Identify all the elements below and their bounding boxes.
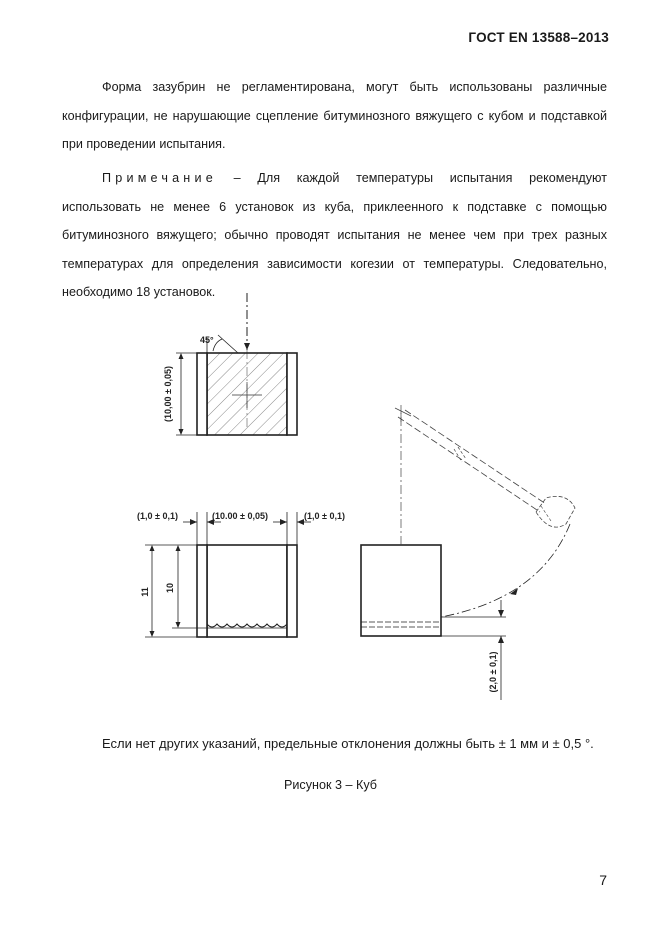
note-text: – Для каждой температуры испытания рекомендуют использовать не менее 6 установок из куба, приклеенного к подставке с помощью битуминозного вяжущего; обычно проводят испытания не менее чем при трех разных температурах для определения зависимости когезии от температуры. Следовательно, необходимо 18 установок. [62, 171, 607, 299]
page-number: 7 [599, 872, 607, 888]
tolerance-paragraph: Если нет других указаний, предельные отклонения должны быть ± 1 мм и ± 0,5 °. [102, 736, 594, 751]
dim-width-label: (10.00 ± 0,05) [212, 511, 268, 521]
dim-total-label: 11 [140, 587, 150, 597]
angle-label: 45° [200, 335, 214, 345]
dim-right-plate-label: (1,0 ± 0,1) [304, 511, 345, 521]
document-header: ГОСТ EN 13588–2013 [468, 30, 609, 45]
dim-gap-label: (2,0 ± 0,1) [488, 651, 498, 693]
dim-height-label: (10,00 ± 0,05) [163, 366, 173, 422]
dim-inner-label: 10 [165, 582, 175, 594]
top-view-cube [163, 293, 297, 435]
dim-left-plate-label: (1,0 ± 0,1) [137, 511, 178, 521]
note-label: Примечание [102, 171, 217, 185]
paragraph-notch-shape: Форма зазубрин не регламентирована, могут быть использованы различные конфигурации, не нарушающие сцепление битуминозного вяжущего с кубом и подставкой при проведении испытания. [62, 80, 607, 151]
front-view-cube [137, 511, 345, 637]
figure-caption: Рисунок 3 – Куб [284, 778, 377, 792]
side-view-pendulum [361, 405, 575, 700]
